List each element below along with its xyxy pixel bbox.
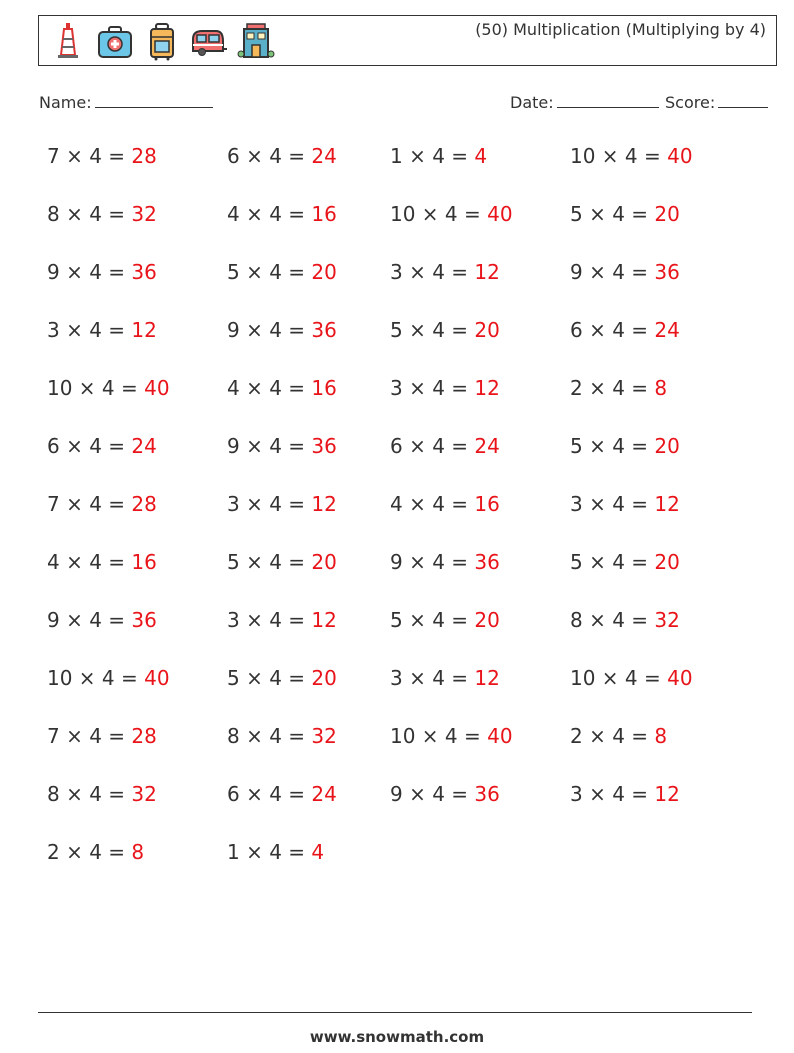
problem-answer: 36 [311,434,337,458]
problem-row [47,550,767,584]
problem-answer: 16 [311,202,337,226]
problem-question: 5 × 4 = [227,550,312,574]
problem-row [47,318,767,352]
worksheet-header [38,15,777,66]
problem-item [47,666,170,690]
worksheet-title: (50) Multiplication (Multiplying by 4) [475,20,766,39]
problem-item [227,318,337,342]
problem-item [570,376,667,400]
problem-answer: 20 [311,666,337,690]
problem-answer: 8 [131,840,145,864]
problem-item [570,608,680,632]
footer-site: www.snowmath.com [309,1028,485,1046]
problem-answer: 16 [474,492,500,516]
problem-question: 5 × 4 = [227,260,312,284]
problem-row [47,202,767,236]
problem-question: 3 × 4 = [47,318,132,342]
problem-item [570,434,680,458]
problem-answer: 24 [654,318,680,342]
problem-question: 5 × 4 = [570,434,655,458]
problem-question: 1 × 4 = [390,144,475,168]
problem-item [390,144,487,168]
problem-row [47,144,767,178]
problem-answer: 4 [311,840,325,864]
problem-item [227,724,337,748]
problem-item [390,434,500,458]
problem-item [390,666,500,690]
problem-answer: 20 [311,260,337,284]
problem-item [227,144,337,168]
problem-answer: 12 [654,782,680,806]
problem-question: 3 × 4 = [570,782,655,806]
problem-item [47,376,170,400]
problem-question: 8 × 4 = [227,724,312,748]
problem-question: 10 × 4 = [47,376,145,400]
problem-item [47,608,157,632]
problem-question: 3 × 4 = [227,492,312,516]
problem-answer: 12 [311,492,337,516]
problem-item [227,434,337,458]
problem-answer: 40 [144,376,170,400]
problem-item [570,550,680,574]
score-blank[interactable] [718,93,768,108]
name-blank[interactable] [95,93,213,108]
problem-answer: 40 [667,144,693,168]
problem-item [47,724,157,748]
problem-question: 10 × 4 = [47,666,145,690]
problem-question: 6 × 4 = [390,434,475,458]
footer-divider [38,1012,752,1013]
problem-question: 2 × 4 = [570,376,655,400]
problem-answer: 32 [131,782,157,806]
problem-answer: 24 [311,144,337,168]
problem-item [227,666,337,690]
problem-answer: 12 [474,376,500,400]
problem-answer: 20 [311,550,337,574]
problem-item [570,782,680,806]
problem-question: 5 × 4 = [227,666,312,690]
problem-item [390,782,500,806]
problem-answer: 20 [654,550,680,574]
problem-question: 9 × 4 = [570,260,655,284]
problem-item [390,376,500,400]
problem-item [227,492,337,516]
problem-question: 4 × 4 = [390,492,475,516]
shop-building-icon [237,21,275,61]
problem-item [47,202,157,226]
problem-row [47,492,767,526]
problem-question: 2 × 4 = [570,724,655,748]
problem-item [47,260,157,284]
date-blank[interactable] [557,93,659,108]
problem-item [227,782,337,806]
problem-question: 10 × 4 = [390,724,488,748]
problem-item [47,550,157,574]
problem-question: 9 × 4 = [390,550,475,574]
problem-answer: 40 [487,202,513,226]
first-aid-kit-icon [96,21,134,61]
problem-question: 10 × 4 = [570,144,668,168]
tower-icon [49,21,87,61]
problem-row [47,782,767,816]
problem-item [570,318,680,342]
camper-trailer-icon [190,21,228,61]
problem-question: 1 × 4 = [227,840,312,864]
problem-item [227,608,337,632]
problem-answer: 20 [474,608,500,632]
problem-answer: 28 [131,144,157,168]
problem-question: 3 × 4 = [390,666,475,690]
problem-item [227,550,337,574]
problem-answer: 36 [474,550,500,574]
problem-answer: 28 [131,492,157,516]
problem-question: 2 × 4 = [47,840,132,864]
problem-question: 9 × 4 = [390,782,475,806]
problem-answer: 36 [654,260,680,284]
problem-answer: 4 [474,144,488,168]
problem-question: 9 × 4 = [227,318,312,342]
problem-question: 8 × 4 = [570,608,655,632]
date-label: Date: [510,93,554,112]
problem-question: 5 × 4 = [390,608,475,632]
problem-question: 6 × 4 = [227,782,312,806]
problem-answer: 28 [131,724,157,748]
problem-answer: 20 [474,318,500,342]
problem-item [227,376,337,400]
problem-question: 3 × 4 = [390,376,475,400]
score-label: Score: [665,93,716,112]
problem-answer: 40 [144,666,170,690]
problem-item [47,318,157,342]
problem-answer: 16 [311,376,337,400]
problem-item [570,202,680,226]
problem-item [570,492,680,516]
problem-question: 10 × 4 = [390,202,488,226]
problem-answer: 8 [654,724,668,748]
problem-item [47,434,157,458]
problem-answer: 20 [654,202,680,226]
problem-answer: 32 [654,608,680,632]
problem-item [390,202,513,226]
problem-item [390,318,500,342]
problem-row [47,376,767,410]
problem-answer: 24 [474,434,500,458]
problem-question: 7 × 4 = [47,492,132,516]
problem-item [570,724,667,748]
score-field[interactable] [665,93,768,112]
problem-question: 7 × 4 = [47,144,132,168]
problem-row [47,724,767,758]
problem-item [47,782,157,806]
problem-item [390,492,500,516]
problem-answer: 16 [131,550,157,574]
problem-question: 6 × 4 = [570,318,655,342]
problem-answer: 36 [474,782,500,806]
problem-row [47,666,767,700]
suitcase-icon [143,21,181,61]
problem-answer: 24 [311,782,337,806]
problem-row [47,840,767,874]
problem-answer: 8 [654,376,668,400]
problem-question: 6 × 4 = [227,144,312,168]
problem-answer: 24 [131,434,157,458]
problem-answer: 36 [311,318,337,342]
problem-answer: 32 [311,724,337,748]
problem-answer: 36 [131,260,157,284]
problem-item [390,608,500,632]
problem-item [47,144,157,168]
problem-answer: 12 [311,608,337,632]
problem-item [570,260,680,284]
problem-answer: 32 [131,202,157,226]
problem-answer: 12 [131,318,157,342]
problem-question: 3 × 4 = [227,608,312,632]
problem-item [227,202,337,226]
problem-question: 4 × 4 = [227,202,312,226]
problem-item [570,666,693,690]
problem-answer: 40 [487,724,513,748]
problem-question: 7 × 4 = [47,724,132,748]
problem-question: 9 × 4 = [47,260,132,284]
problem-item [227,840,324,864]
problem-item [390,550,500,574]
problem-item [390,724,513,748]
name-label: Name: [39,93,92,112]
problem-question: 9 × 4 = [47,608,132,632]
problem-answer: 12 [654,492,680,516]
problem-item [47,840,144,864]
problem-item [570,144,693,168]
problem-answer: 12 [474,666,500,690]
problem-answer: 20 [654,434,680,458]
header-icons [49,21,275,61]
problem-answer: 40 [667,666,693,690]
problem-question: 10 × 4 = [570,666,668,690]
problem-question: 9 × 4 = [227,434,312,458]
problem-question: 5 × 4 = [570,202,655,226]
problem-question: 8 × 4 = [47,782,132,806]
problem-item [390,260,500,284]
problem-question: 4 × 4 = [227,376,312,400]
problem-row [47,434,767,468]
problem-answer: 12 [474,260,500,284]
problem-question: 3 × 4 = [570,492,655,516]
problem-question: 5 × 4 = [390,318,475,342]
problem-item [47,492,157,516]
problem-question: 8 × 4 = [47,202,132,226]
problem-question: 4 × 4 = [47,550,132,574]
problem-answer: 36 [131,608,157,632]
date-field[interactable] [510,93,659,112]
name-field[interactable] [39,93,213,112]
problem-question: 6 × 4 = [47,434,132,458]
problem-question: 5 × 4 = [570,550,655,574]
problem-question: 3 × 4 = [390,260,475,284]
problem-row [47,608,767,642]
problem-item [227,260,337,284]
problem-row [47,260,767,294]
